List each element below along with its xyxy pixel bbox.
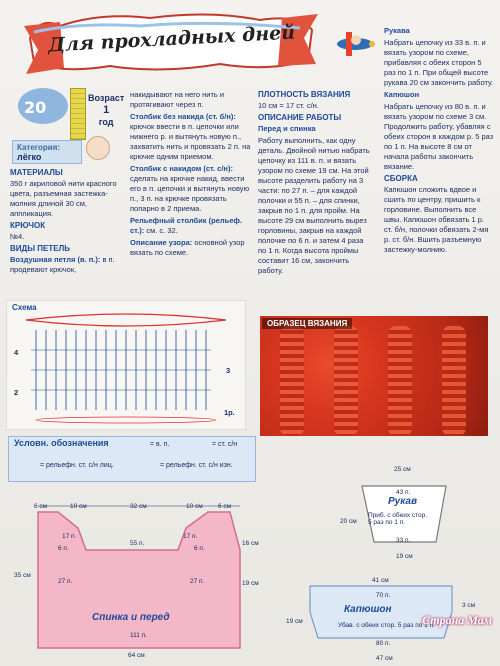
density-heading: ПЛОТНОСТЬ ВЯЗАНИЯ	[258, 90, 351, 99]
hood-dim-1: 41 см	[372, 577, 389, 584]
age-unit: год	[98, 117, 114, 127]
back-dim-5: 6 см	[218, 503, 232, 510]
stitch-p1: накидывают на него нить и протягивают через п.	[130, 90, 225, 109]
row-label-3: 3	[226, 366, 231, 375]
work-column	[258, 90, 373, 278]
stitch-p4-title: Рельефный столбик (рельеф. ст.):	[130, 216, 243, 235]
stitch-p3-title: Столбик с накидом (ст. с/н):	[130, 164, 233, 173]
air-loop-text: в п. продевают крючок,	[10, 255, 115, 274]
sleeve-heading: Рукава	[384, 26, 410, 35]
sleeve-dim-5: 33 п.	[396, 537, 411, 544]
ruler-icon	[70, 88, 86, 140]
legend-air-loop: = в. п.	[150, 441, 170, 448]
photo-title: ОБРАЗЕЦ ВЯЗАНИЯ	[262, 318, 352, 329]
hood-dim-5: 47 см	[376, 655, 393, 662]
hood-dim-3: Убав. с обеих стор. 5 раз по 1 п.	[338, 622, 435, 629]
back-dim-4: 10 см	[186, 503, 203, 510]
hood-text: Набрать цепочку из 80 в. п. и вязать узором по схеме 3 см. Продолжить работу, убавляя с обеих сторон в каждом р. 5 раз по 1 п. На высоте 8 см от начала работы закончить вязание.	[384, 102, 494, 171]
back-dim-13: 19 см	[242, 580, 259, 587]
back-dim-7: 17 п.	[183, 533, 198, 540]
row-label-4: 4	[14, 348, 19, 357]
stitch-p2-text: крючок ввести в п. цепочки или нижнего р. и вытянуть новую п., захватить нить и провязать 2 п. на крючке одним приемом.	[130, 122, 251, 161]
legend-title: Условн. обозначения	[14, 438, 109, 448]
stitches-column	[130, 90, 255, 260]
hook-value: №4.	[10, 232, 25, 241]
density-text: 10 см = 17 ст. с/н.	[258, 101, 319, 110]
stitch-p4-text: см. с. 32.	[146, 226, 178, 235]
sleeve-label: Рукав	[388, 496, 418, 507]
back-dim-6: 17 п.	[62, 533, 77, 540]
assembly-text: Капюшон сложить вдвое и сшить по центру, пришить к горловине. Выполнить все швы. Капюшон обвязать 1 р. ст. б/н, полочки обвязать 2-мя р. ст. б/н. Вшить разъемную застежку-молнию.	[384, 185, 489, 254]
category-label: Категория:	[17, 143, 61, 152]
sleeve-text: Набрать цепочку из 33 в. п. и вязать узором по схеме, прибавляя с обеих сторон 5 раз по 1 п. При общей высоте рукава 20 см закончить работу.	[384, 38, 494, 87]
row-label-2: 2	[14, 388, 19, 397]
legend-relief-back: = рельефн. ст. с/н изн.	[160, 462, 233, 469]
age-label: Возраст	[88, 93, 125, 103]
crochet-scheme	[6, 300, 246, 430]
stitch-p5-text: основной узор вязать по схеме.	[130, 238, 245, 257]
sleeve-dim-2: 43 п.	[396, 489, 411, 496]
loops-heading: ВИДЫ ПЕТЕЛЬ	[10, 244, 70, 253]
back-dim-14: 16 см	[242, 540, 259, 547]
knit-sample-photo	[260, 316, 488, 436]
row-label-1: 1р.	[224, 408, 235, 417]
back-heading: Перед и спинка	[258, 124, 316, 133]
scheme-title: Схема	[12, 303, 37, 312]
age-block	[88, 92, 124, 128]
materials-column	[10, 168, 120, 277]
hook-heading: КРЮЧОК	[10, 221, 46, 230]
hood-dim-6: 19 см	[286, 618, 303, 625]
stitch-p5-title: Описание узора:	[130, 238, 193, 247]
back-dim-11: 27 п.	[58, 578, 73, 585]
sleeve-dim-4: 20 см	[340, 518, 357, 525]
hood-label: Капюшон	[344, 604, 392, 615]
age-value: 1	[103, 104, 110, 116]
sleeve-dim-6: 19 см	[396, 553, 413, 560]
back-dim-16: 111 п.	[130, 632, 148, 639]
back-dim-2: 10 см	[70, 503, 87, 510]
sleeve-dim-1: 25 см	[394, 466, 411, 473]
materials-text: 350 г акриловой нити красного цвета, разъемная застежка-молния длиной 30 см, аппликация.	[10, 179, 117, 218]
hood-dim-4: 80 п.	[376, 640, 391, 647]
baby-face-icon	[86, 136, 110, 160]
back-dim-10: 6 п.	[194, 545, 205, 552]
stitch-p2-title: Столбик без накида (ст. б/н):	[130, 112, 236, 121]
category-value: лёгко	[17, 152, 42, 162]
back-dim-3: 32 см	[130, 503, 147, 510]
airplane-icon	[332, 24, 378, 64]
hippo-number: 20	[24, 98, 47, 117]
sleeve-dim-3: Приб. с обеих стор. 5 раз по 1 п.	[368, 512, 428, 526]
legend-dc: = ст. с/н	[212, 441, 238, 448]
air-loop-title: Воздушная петля (в. п.):	[10, 255, 101, 264]
back-dim-12: 27 п.	[190, 578, 205, 585]
back-dim-17: 64 см	[128, 652, 145, 659]
hippo-icon	[18, 88, 68, 124]
work-heading: ОПИСАНИЕ РАБОТЫ	[258, 113, 342, 122]
watermark-logo: Страна Мам	[422, 613, 492, 627]
hood-dim-7: 3 см	[462, 602, 476, 609]
sleeve-hood-column	[384, 26, 494, 257]
materials-heading: МАТЕРИАЛЫ	[10, 168, 63, 177]
hood-heading: Капюшон	[384, 90, 420, 99]
hood-dim-2: 70 п.	[376, 592, 391, 599]
back-front-label: Спинка и перед	[92, 612, 170, 623]
page-title: Для прохладных дней	[47, 21, 296, 57]
legend-relief-front: = рельефн. ст. с/н лиц.	[40, 462, 114, 469]
back-dim-1: 6 см	[34, 503, 48, 510]
back-dim-8: 55 п.	[130, 540, 145, 547]
category-badge	[12, 140, 82, 164]
stitch-p3-text: сделать на крючке накид, ввести его в п. цепочки и вытянуть новую п., 3 п. на крючке провязать попарно в 2 приема.	[130, 174, 250, 213]
back-dim-15: 35 см	[14, 572, 31, 579]
assembly-heading: СБОРКА	[384, 174, 418, 183]
back-dim-9: 6 п.	[58, 545, 69, 552]
back-text: Работу выполнить, как одну деталь. Двойной нитью набрать цепочку из 111 в. п. и вязать узором по схеме 19 см. На этой высоте разделить работу на 3 части: по 27 п. – для каждой полочки и 55 п. – для спинки, закрыв по 1 п. для пройм. На высоте 29 см выполнить вырез горловины, закрыв на каждой полочке по 6 п. и затем 4 раза по 1 п. Когда высота проймы составит 16 см, закончить работу.	[258, 136, 370, 275]
